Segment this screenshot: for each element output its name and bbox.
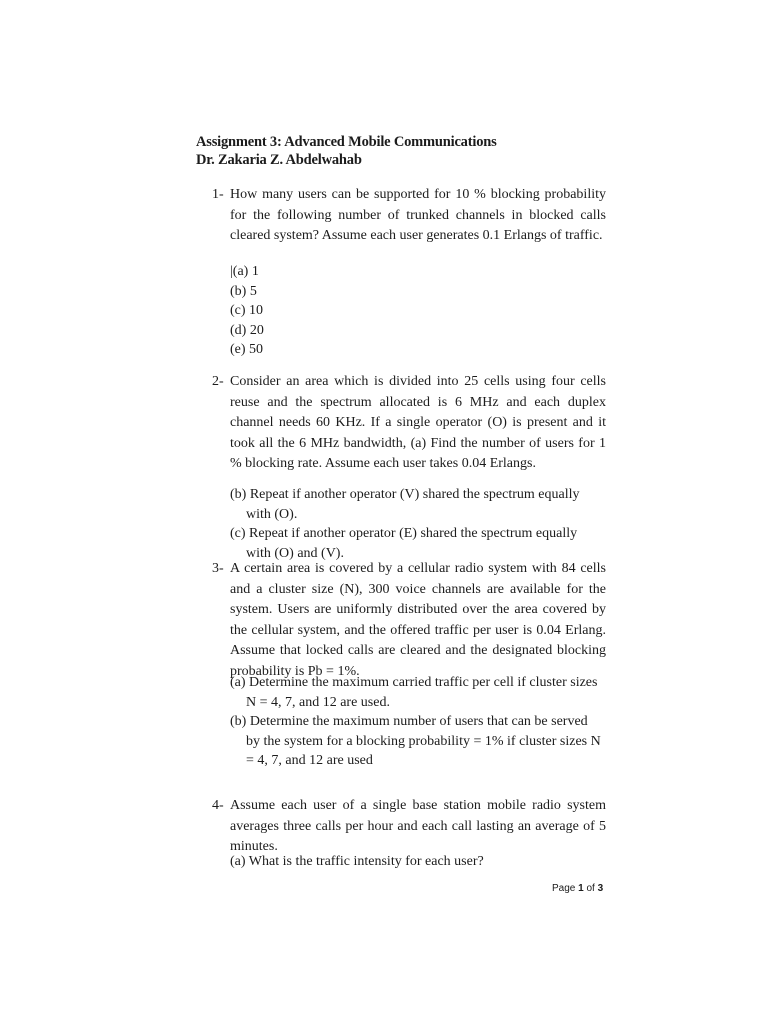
question-3 <box>212 559 606 682</box>
question-text: A certain area is covered by a cellular radio system with 84 cells and a cluster size (N), 300 voice channels are available for the system. Users are uniformly distributed over the area covered by the cellular system, and the offered traffic per user is 0.04 Erlang. Assume that locked calls are cleared and the designated blocking probability is Pb = 1%. <box>230 561 606 679</box>
question-number: 4- <box>212 798 224 813</box>
document-header <box>196 133 497 169</box>
question-4-parts <box>230 852 604 872</box>
question-number: 2- <box>212 374 224 389</box>
option-item: (e) 50 <box>230 342 264 357</box>
question-number: 1- <box>212 187 224 202</box>
question-part: (a) What is the traffic intensity for each user? <box>230 854 484 869</box>
question-1-options <box>230 262 264 360</box>
option-item: |(a) 1 <box>230 264 259 279</box>
assignment-title: Assignment 3: Advanced Mobile Communications <box>196 134 497 150</box>
question-part: (b) Determine the maximum number of users that can be served by the system for a blocking probability = 1% if cluster sizes N = 4, 7, and 12 are used <box>230 714 601 768</box>
question-3-parts <box>230 673 604 771</box>
author-name: Dr. Zakaria Z. Abdelwahab <box>196 152 362 168</box>
option-item: (d) 20 <box>230 322 264 338</box>
option-item: (b) 5 <box>230 283 257 299</box>
question-text: Assume each user of a single base station mobile radio system averages three calls per hour and each call lasting an average of 5 minutes. <box>230 798 606 854</box>
question-part: (a) Determine the maximum carried traffic per cell if cluster sizes N = 4, 7, and 12 are used. <box>230 675 598 710</box>
question-4 <box>212 796 606 858</box>
page-current: 1 <box>578 883 584 894</box>
question-part: (c) Repeat if another operator (E) shared the spectrum equally with (O) and (V). <box>230 526 578 561</box>
question-2 <box>212 372 606 475</box>
question-1 <box>212 185 606 247</box>
page-number <box>552 883 603 894</box>
question-text: Consider an area which is divided into 25 cells using four cells reuse and the spectrum allocated is 6 MHz and each duplex channel needs 60 KHz. If a single operator (O) is present and it took all the 6 MHz bandwidth, (a) Find the number of users for 1 % blocking rate. Assume each user takes 0.04 Erlangs. <box>230 374 606 471</box>
page-of-label: of <box>586 883 595 894</box>
question-part: (b) Repeat if another operator (V) shared the spectrum equally with (O). <box>230 487 580 522</box>
option-item: (c) 10 <box>230 303 264 318</box>
page-total: 3 <box>597 883 604 894</box>
question-2-parts <box>230 485 604 563</box>
question-number: 3- <box>212 561 224 576</box>
question-text: How many users can be supported for 10 % blocking probability for the following number of trunked channels in blocked calls cleared system? Assume each user generates 0.1 Erlangs of traffic. <box>230 187 606 243</box>
page-label: Page <box>552 883 576 894</box>
